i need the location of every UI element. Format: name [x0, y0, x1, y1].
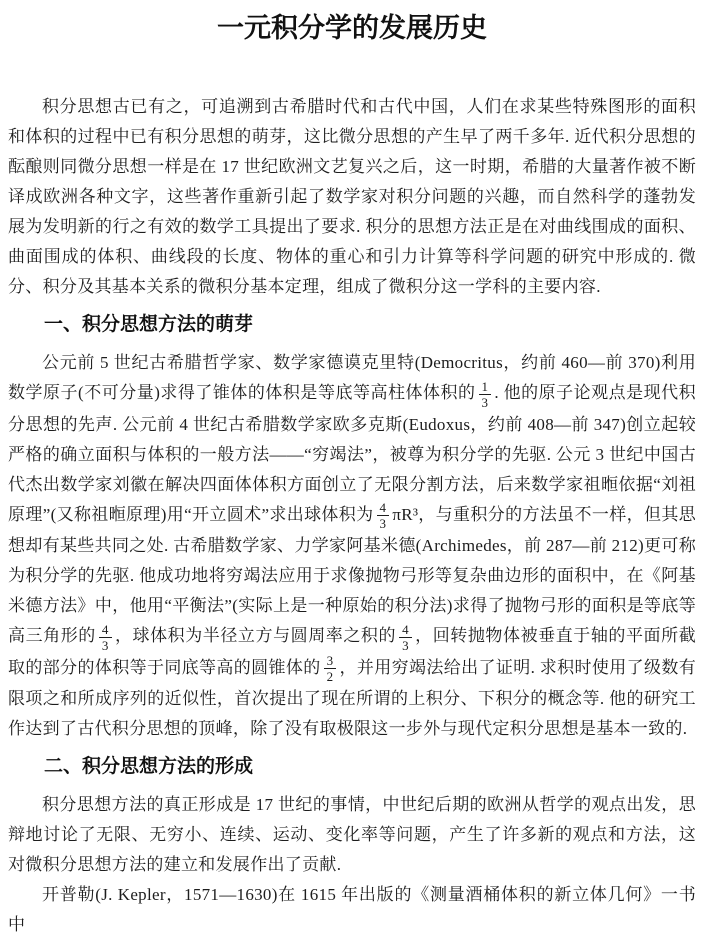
section-1-heading: 一、积分思想方法的萌芽: [44, 314, 254, 335]
fraction: $\frac{4}{3}$: [399, 622, 412, 653]
fraction: $\frac{4}{3}$: [377, 500, 390, 531]
intro-paragraph: 积分思想古已有之，可追溯到古希腊时代和古代中国，人们在求某些特殊图形的面积和体积的过程中已有积分思想的萌芽，这比微分思想的产生早了两千多年. 近代积分思想的酝酿则同微分思想一样是在 17 世纪欧洲文艺复兴之后，这一时期，希腊的大量著作被不断译成欧洲各种文字，这些著作重新引起了数学家对积分问题的兴趣，而自然科学的蓬勃发展为发明新的行之有效的数学工具提出了要求. 积分的思想方法正是在对曲线围成的面积、曲面围成的体积、曲线段的长度、物体的重心和引力计算等科学问题的研究中形成的. 微分、积分及其基本关系的微积分基本定理，组成了微积分这一学科的主要内容.: [8, 97, 696, 296]
fraction: $\frac{3}{2}$: [324, 653, 337, 684]
section-2-paragraph-1: 积分思想方法的真正形成是 17 世纪的事情，中世纪后期的欧洲从哲学的观点出发，思辩地讨论了无限、无穷小、连续、运动、变化率等问题，产生了许多新的观点和方法，这对微积分思想方法的建立和发展作出了贡献.: [8, 795, 696, 875]
fraction: $\frac{4}{3}$: [99, 622, 112, 653]
section-2-heading: 二、积分思想方法的形成: [44, 756, 254, 778]
section-1-paragraph: 公元前 5 世纪古希腊哲学家、数学家德谟克里特(Democritus，约前 460—前 370)利用数学原子(不可分量)求得了锥体的体积是等底等高柱体体积的 $\frac{1}{3}$ . 他的原子论观点是现代积分思想的先声. 公元前 4 世纪古希腊数学家欧多克斯(Eudoxus，约前 408—前 347)创立起较严格的确立面积与体积的一般方法——“穷竭法”，被尊为积分学的先驱. 公元 3 世纪中国古代杰出数学家刘徽在解决四面体体积方面创立了无限分割方法，后来数学家祖暅依据“刘祖原理”(又称祖暅原理)用“开立圆术”求出球体积为 $\frac{4}{3}$ πR³，与重积分的方法虽不一样，但其思想却有某些共同之处. 古希腊数学家、力学家阿基米德(Archimedes，前 287—前 212)更可称为积分学的先驱. 他成功地将穷竭法应用于求像抛物弓形等复杂曲边形的面积中，在《阿基米德方法》中，他用“平衡法”(实际上是一种原始的积分法)求得了抛物弓形的面积是等底等高三角形的 $\frac{4}{3}$ ，球体积为半径立方与圆周率之积的 $\frac{4}{3}$ ，回转抛物体被垂直于轴的平面所截取的部分的体积等于同底等高的圆锥体的 $\frac{3}{2}$ ，并用穷竭法给出了证明. 求积时使用了级数有限项之和所成序列的近似性，首次提出了现在所谓的上积分、下积分的概念等. 他的研究工作达到了古代积分思想的顶峰，除了没有取极限这一步外与现代定积分思想是基本一致的.: [8, 353, 696, 739]
section-2-paragraph-2: 开普勒(J. Kepler，1571—1630)在 1615 年出版的《测量酒桶体积的新立体几何》一书中: [8, 885, 696, 935]
fraction: $\frac{1}{3}$: [479, 379, 492, 410]
page-title: 一元积分学的发展历史: [217, 13, 487, 43]
